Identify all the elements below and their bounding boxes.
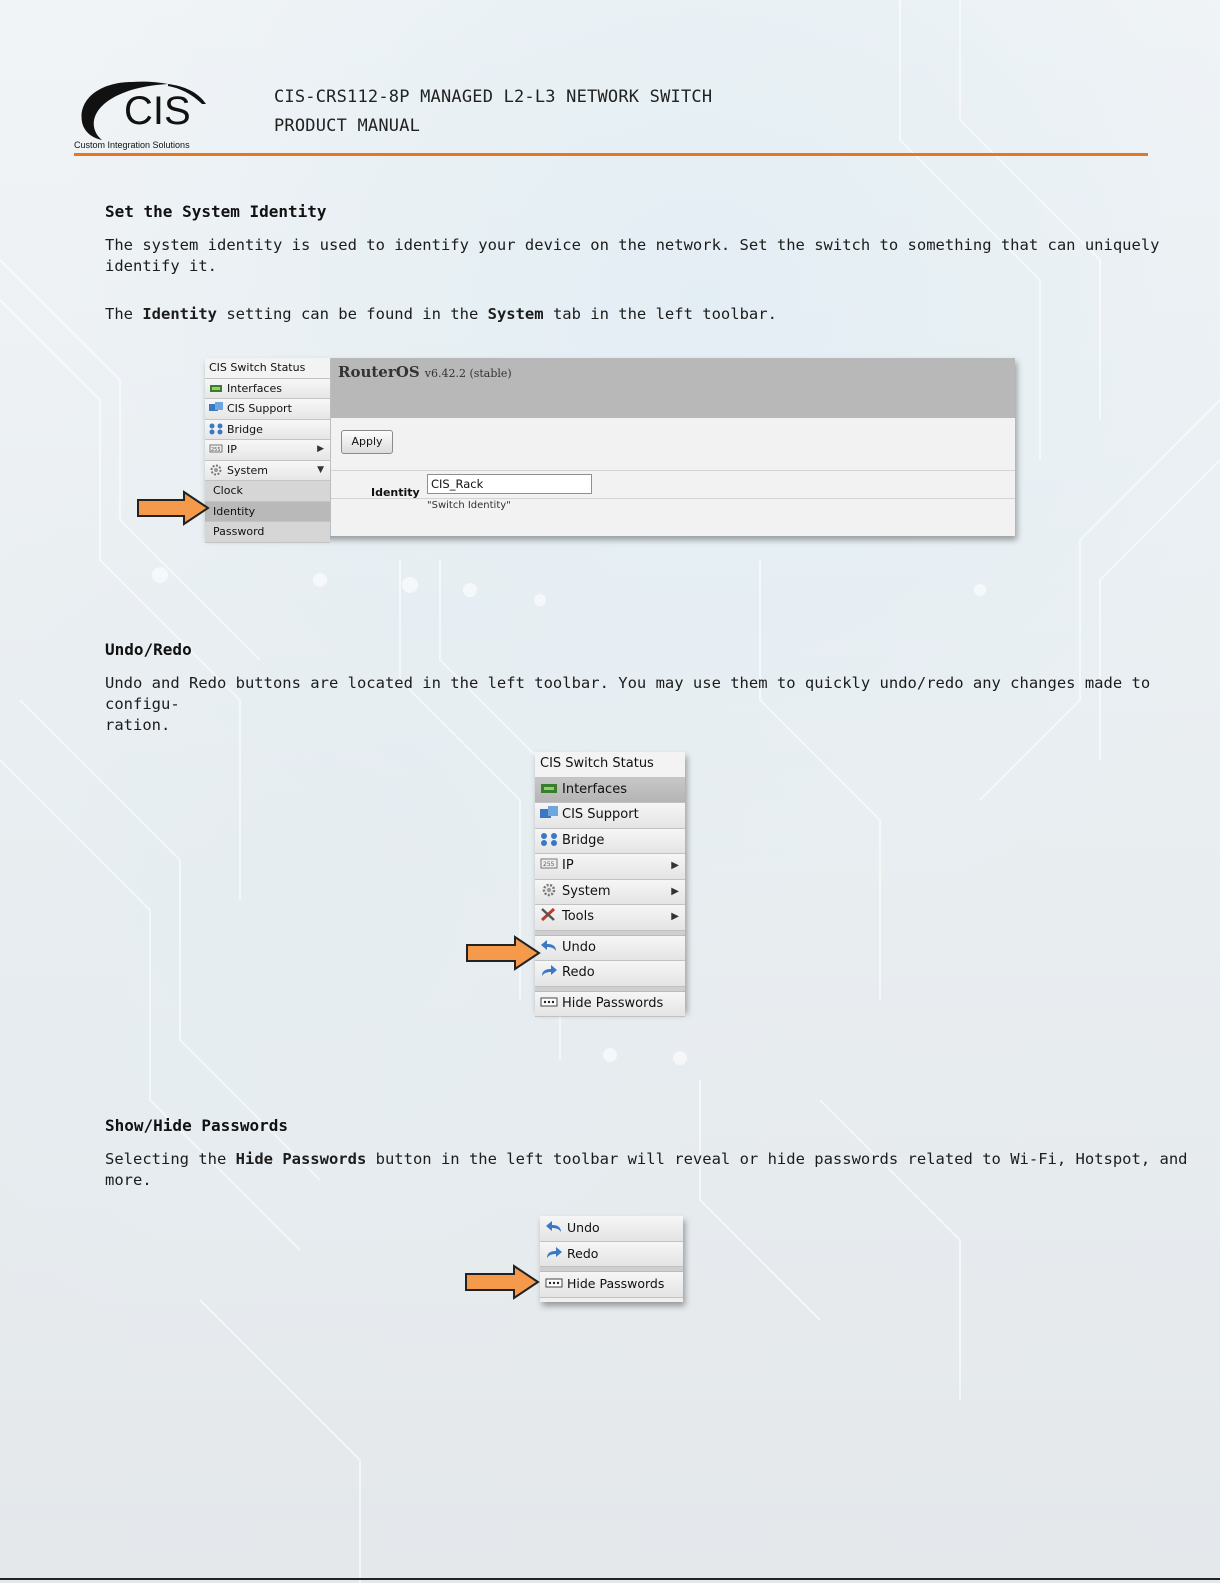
sidebar-subitem-password[interactable]: Password [205, 522, 330, 543]
sidebar-item-tools[interactable]: Tools ▶ [535, 905, 685, 931]
bridge-icon [540, 832, 558, 846]
sidebar-item-system[interactable]: System ▼ [205, 461, 330, 482]
form-separator [331, 470, 1015, 471]
pointer-arrow-icon [464, 1264, 542, 1300]
svg-text:255: 255 [211, 447, 221, 453]
redo-button[interactable]: Redo [540, 1242, 683, 1268]
gear-icon [540, 883, 558, 897]
undo-button[interactable]: Undo [540, 1216, 683, 1242]
support-icon [209, 402, 223, 414]
toolbar-menu-passwords [540, 1216, 683, 1302]
sidebar-item-interfaces[interactable]: Interfaces [205, 379, 330, 400]
cis-logo [72, 74, 212, 154]
sidebar-item-cis-support[interactable]: CIS Support [535, 803, 685, 829]
submenu-arrow-icon: ▶ [671, 860, 679, 871]
hide-passwords-emphasis: Hide Passwords [235, 1150, 367, 1168]
sidebar-subitem-clock[interactable]: Clock [205, 481, 330, 502]
password-dots-icon [540, 995, 558, 1009]
page-bottom-rule [0, 1578, 1220, 1580]
tools-icon [540, 908, 558, 922]
expanded-arrow-icon: ▼ [317, 464, 324, 475]
undo-redo-description: Undo and Redo buttons are located in the left toolbar. You may use them to quickly undo/redo any changes made to configu- ration. [105, 674, 1151, 734]
sidebar-item-ip[interactable]: 255 IP ▶ [535, 854, 685, 880]
pointer-arrow-icon [465, 935, 543, 971]
toolbar-menu-undo-redo [535, 752, 685, 1010]
ip-icon [209, 443, 223, 455]
sidebar-item-cis-support[interactable]: CIS Support [205, 399, 330, 420]
support-icon [540, 806, 558, 820]
os-version: v6.42.2 (stable) [424, 367, 512, 380]
undo-button[interactable]: Undo [535, 936, 685, 962]
sidebar-item-ip[interactable]: 255 IP ▶ [205, 440, 330, 461]
identity-location-text: The Identity setting can be found in the System tab in the left toolbar. [105, 305, 777, 323]
password-dots-icon [545, 1276, 563, 1290]
sidebar-item-bridge[interactable]: Bridge [535, 829, 685, 855]
submenu-arrow-icon: ▶ [317, 444, 324, 454]
identity-comment: "Switch Identity" [427, 500, 511, 511]
submenu-arrow-icon: ▶ [671, 885, 679, 897]
identity-description: The system identity is used to identify your device on the network. Set the switch to something that can uniquely identify it. [105, 236, 1160, 275]
logo-tagline: Custom Integration Solutions [74, 140, 190, 150]
ip-icon [540, 857, 558, 871]
gear-icon [209, 464, 223, 476]
bridge-icon [209, 423, 223, 435]
undo-icon [545, 1220, 563, 1234]
identity-emphasis: Identity [142, 305, 217, 323]
system-emphasis: System [487, 305, 544, 323]
apply-button[interactable]: Apply [341, 430, 393, 454]
svg-text:255: 255 [543, 861, 555, 868]
title-line-2: PRODUCT MANUAL [274, 116, 421, 136]
identity-screenshot [205, 358, 1015, 536]
hide-passwords-button[interactable]: Hide Passwords [540, 1272, 683, 1298]
redo-button[interactable]: Redo [535, 961, 685, 987]
document-title [274, 83, 712, 141]
identity-input[interactable]: CIS_Rack [427, 474, 592, 494]
form-separator [331, 498, 1015, 499]
sidebar-menu [205, 358, 331, 536]
heading-system-identity: Set the System Identity [105, 202, 327, 221]
identity-label: Identity [371, 486, 420, 499]
heading-show-hide-passwords: Show/Hide Passwords [105, 1116, 289, 1135]
sidebar-item-cis-switch-status[interactable]: CIS Switch Status [535, 752, 685, 778]
sidebar-subitem-identity[interactable]: Identity [205, 502, 330, 523]
title-line-1: CIS-CRS112-8P MANAGED L2-L3 NETWORK SWITCH [274, 87, 713, 107]
submenu-arrow-icon: ▶ [671, 911, 679, 922]
sidebar-item-system[interactable]: System ▶ [535, 880, 685, 906]
heading-undo-redo: Undo/Redo [105, 640, 192, 659]
sidebar-item-interfaces[interactable]: Interfaces [535, 778, 685, 804]
redo-icon [545, 1246, 563, 1260]
header-divider [74, 153, 1148, 156]
os-name: RouterOS [338, 363, 420, 381]
passwords-description: Selecting the Hide Passwords button in the left toolbar will reveal or hide passwords related to Wi-Fi, Hotspot, and more. [105, 1150, 1188, 1189]
hide-passwords-button[interactable]: Hide Passwords [535, 992, 685, 1018]
sidebar-item-bridge[interactable]: Bridge [205, 420, 330, 441]
routeros-header [331, 358, 1015, 418]
interfaces-icon [540, 781, 558, 795]
interfaces-icon [209, 382, 223, 394]
pointer-arrow-icon [136, 490, 212, 526]
logo-text: CIS [124, 89, 191, 133]
sidebar-item-cis-switch-status[interactable]: CIS Switch Status [205, 358, 330, 379]
identity-form-pane [331, 358, 1015, 536]
